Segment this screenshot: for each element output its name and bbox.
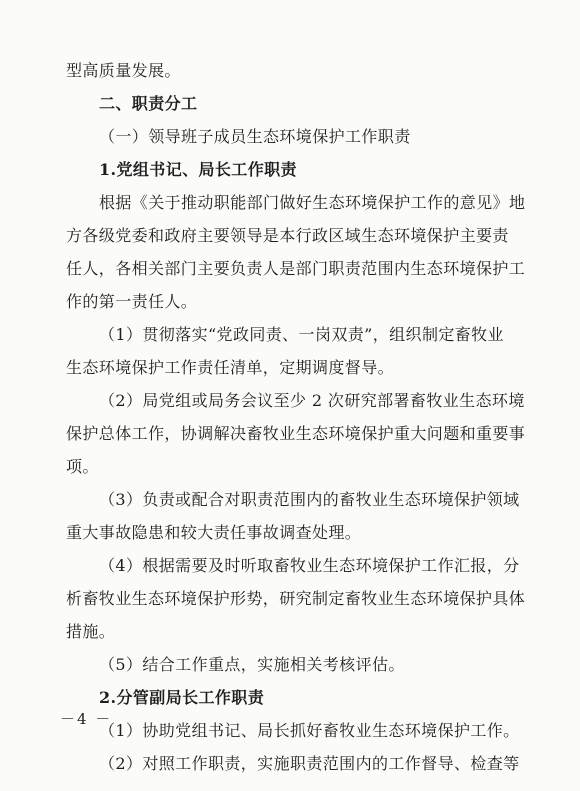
list-item-line: 项。 bbox=[66, 457, 99, 476]
list-item-line: （2）局党组或局务会议至少 2 次研究部署畜牧业生态环境 bbox=[99, 391, 525, 410]
paragraph-line: 任人，各相关部门主要负责人是部门职责范围内生态环境保护工 bbox=[66, 259, 526, 278]
list-item-line: （1）协助党组书记、局长抓好畜牧业生态环境保护工作。 bbox=[99, 721, 520, 740]
paragraph-line: 方各级党委和政府主要领导是本行政区域生态环境保护主要责 bbox=[66, 226, 509, 245]
text-line-1: 型高质量发展。 bbox=[66, 61, 181, 80]
role-heading-1: 1.党组书记、局长工作职责 bbox=[99, 160, 297, 179]
list-item-line: （3）负责或配合对职责范围内的畜牧业生态环境保护领域 bbox=[99, 490, 520, 509]
paragraph-line: 作的第一责任人。 bbox=[66, 292, 198, 311]
list-item-line: 生态环境保护工作责任清单，定期调度督导。 bbox=[66, 358, 395, 377]
list-item-line: 重大事故隐患和较大责任事故调查处理。 bbox=[66, 523, 362, 542]
section-heading: 二、职责分工 bbox=[99, 94, 198, 113]
list-item-line: 措施。 bbox=[66, 622, 116, 641]
list-item-line: （2）对照工作职责，实施职责范围内的工作督导、检查等 bbox=[99, 754, 520, 773]
role-heading-2: 2.分管副局长工作职责 bbox=[99, 688, 265, 707]
paragraph-line: 根据《关于推动职能部门做好生态环境保护工作的意见》地 bbox=[99, 193, 526, 212]
list-item-line: 析畜牧业生态环境保护形势，研究制定畜牧业生态环境保护具体 bbox=[66, 589, 526, 608]
list-item-line: （1）贯彻落实“党政同责、一岗双责”，组织制定畜牧业 bbox=[99, 325, 504, 344]
list-item-line: 保护总体工作，协调解决畜牧业生态环境保护重大问题和重要事 bbox=[66, 424, 526, 443]
list-item-line: （4）根据需要及时听取畜牧业生态环境保护工作汇报，分 bbox=[99, 556, 520, 575]
page-number: －4 － bbox=[60, 710, 113, 728]
subsection-heading: （一）领导班子成员生态环境保护工作职责 bbox=[99, 127, 411, 146]
list-item-line: （5）结合工作重点，实施相关考核评估。 bbox=[99, 655, 405, 674]
